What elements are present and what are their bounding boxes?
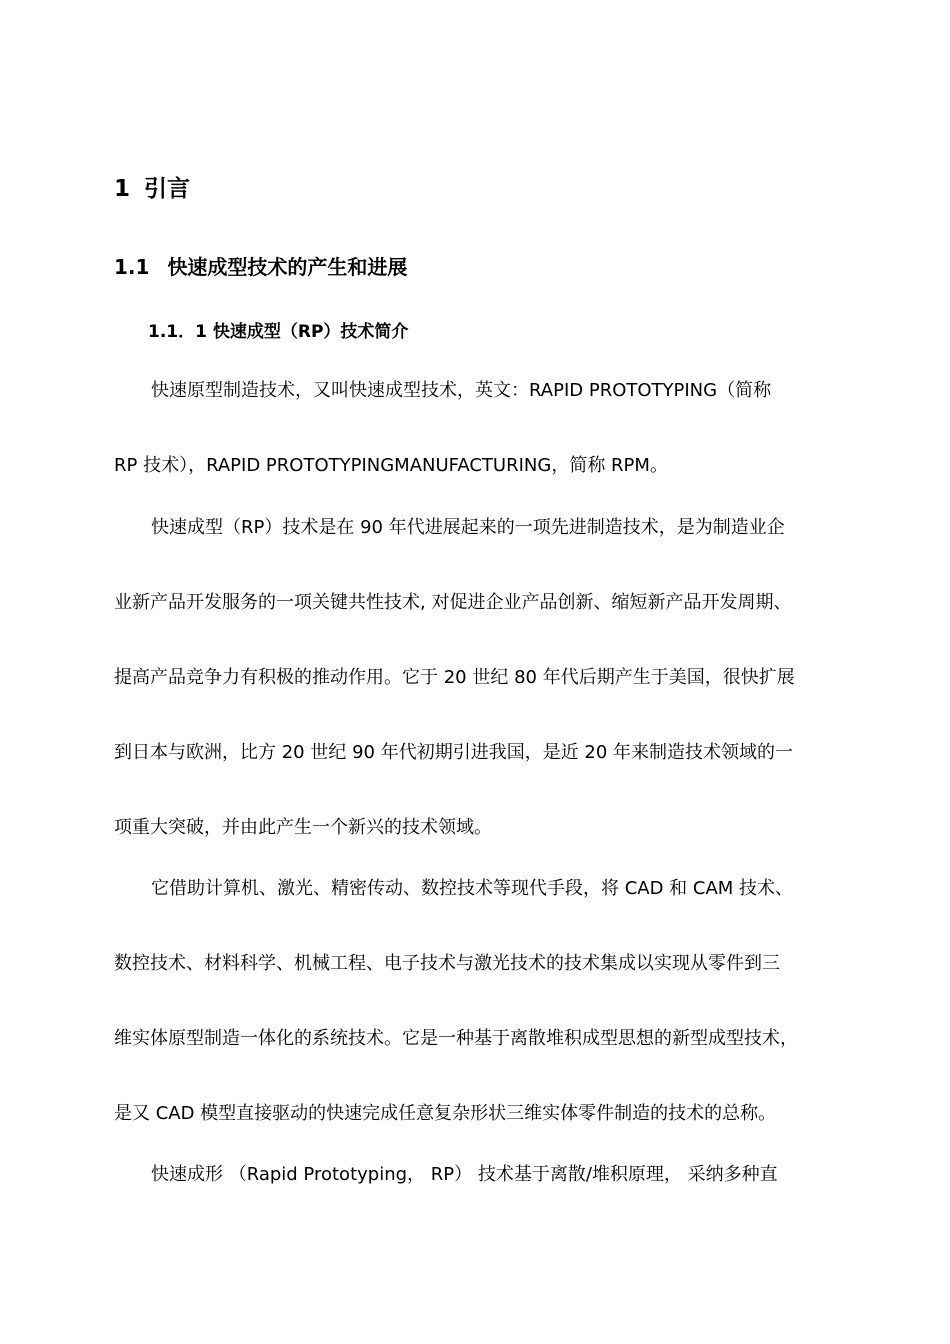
paragraph-line: 数控技术、材料科学、机械工程、电子技术与激光技术的技术集成以实现从零件到三: [114, 953, 780, 974]
paragraph-line: 提高产品竞争力有积极的推动作用。它于 20 世纪 80 年代后期产生于美国，很快扩展: [114, 667, 795, 688]
paragraph-line: RP 技术），RAPID PROTOTYPINGMANUFACTURING，简称 RPM。: [114, 455, 668, 476]
chapter-heading: [114, 170, 190, 203]
paragraph-line: 项重大突破，并由此产生一个新兴的技术领域。: [114, 817, 492, 838]
paragraph-line: 到日本与欧洲，比方 20 世纪 90 年代初期引进我国，是近 20 年来制造技术领域的一: [114, 742, 794, 763]
section-title: 快速成型技术的产生和进展: [167, 255, 408, 279]
paragraph-line: 业新产品开发服务的一项关键共性技术, 对促进企业产品创新、缩短新产品开发周期、: [114, 592, 792, 613]
section-heading: [114, 251, 407, 280]
chapter-title: 引言: [144, 176, 191, 202]
paragraph-line: 快速成形 （Rapid Prototyping， RP） 技术基于离散/堆积原理， 采纳多种直: [151, 1164, 778, 1185]
paragraph-line: 快速成型（RP）技术是在 90 年代进展起来的一项先进制造技术，是为制造业企: [151, 517, 785, 538]
paragraph-line: 它借助计算机、激光、精密传动、数控技术等现代手段，将 CAD 和 CAM 技术、: [151, 878, 794, 899]
subsection-heading: 1.1．1 快速成型（RP）技术简介: [148, 322, 409, 342]
paragraph-line: 维实体原型制造一体化的系统技术。它是一种基于离散堆积成型思想的新型成型技术，: [114, 1028, 798, 1049]
paragraph-line: 快速原型制造技术，又叫快速成型技术，英文：RAPID PROTOTYPING（简称: [151, 380, 772, 401]
paragraph-line: 是又 CAD 模型直接驱动的快速完成任意复杂形状三维实体零件制造的技术的总称。: [114, 1103, 777, 1124]
chapter-number: 1: [114, 176, 131, 202]
section-number: 1.1: [114, 255, 150, 279]
